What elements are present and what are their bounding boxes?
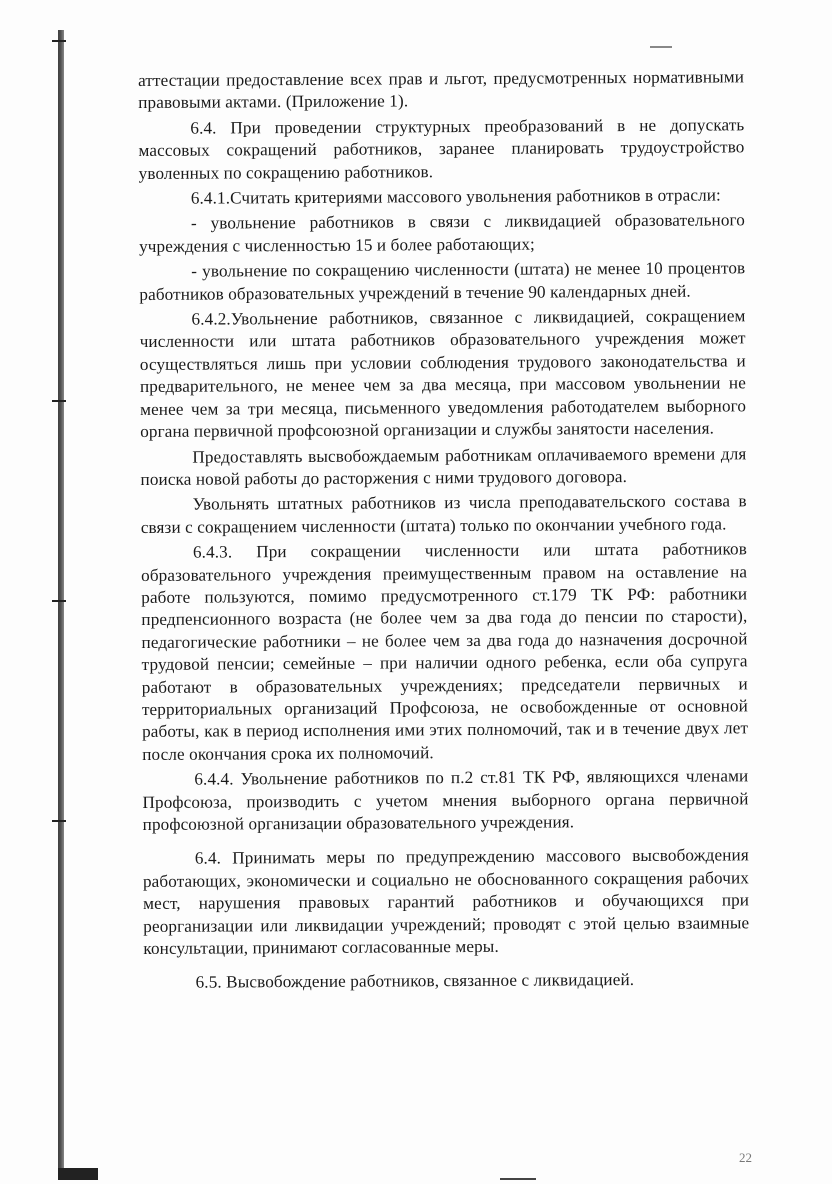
- binding-mark: [52, 40, 66, 42]
- binding-mark: [52, 820, 66, 822]
- paragraph-6-4-measures: 6.4. Принимать меры по предупреждению массового высвобождения работающих, экономически и социально не обоснованного сокращения рабочих мест, нарушения правовых гарантий работников и обучающихся при реорганизации или ликвидации учреждений; проводят с этой целью взаимные консультации, принимают согласованные меры.: [142, 845, 750, 959]
- paragraph-6-4-1: 6.4.1.Считать критериями массового увольнения работников в отрасли:: [190, 185, 721, 208]
- document-body: [138, 66, 750, 998]
- binding-mark: [52, 400, 66, 402]
- binding-foot: [58, 1168, 98, 1180]
- page-number: 22: [739, 1150, 752, 1165]
- scan-artifact: [500, 1178, 536, 1180]
- paragraph-paid-time: Предоставлять высвобождаемым работникам оплачиваемого времени для поиска новой работы до расторжения с ними трудового договора.: [140, 443, 747, 489]
- binding-mark: [52, 600, 66, 602]
- paragraph-6-4-2: 6.4.2.Увольнение работников, связанное с ликвидацией, сокращением численности или штата работников образовательного учреждения может осуществляться лишь при условии соблюдения трудового законодательства и предварительного, не менее чем за два месяца, при массовом увольнении не менее чем за три месяца, письменного уведомления работодателем выборного органа первичной профсоюзной организации и службы занятости населения.: [139, 306, 747, 442]
- list-item-liquidation: - увольнение работников в связи с ликвидацией образовательного учреждения с численностью 15 и более работающих;: [139, 210, 745, 256]
- list-item-reduction: - увольнение по сокращению численности (штата) не менее 10 процентов работников образовательных учреждений в течение 90 календарных дней.: [139, 258, 746, 304]
- paragraph-teaching-staff: Увольнять штатных работников из числа преподавательского состава в связи с сокращением численности (штата) только по окончании учебного года.: [140, 491, 747, 537]
- paragraph-6-4-3: 6.4.3. При сокращении численности или штата работников образовательного учреждения преимущественным правом на оставление на работе пользуются, помимо предусмотренного ст.179 ТК РФ: работники предпенсионного возраста (не более чем за два года до пенсии по старости), педагогические работники – не более чем за два года до назначения досрочной трудовой пенсии; семейные – при наличии одного ребенка, если оба супруга работают в образовательных учреждениях; председатели первичных и территориальных организаций Профсоюза, не освобожденные от основной работы, как в период исполнения ими этих полномочий, так и в течение двух лет после окончания срока их полномочий.: [141, 539, 749, 764]
- paragraph-6-4: 6.4. При проведении структурных преобразований в не допускать массовых сокращений работников, заранее планировать трудоустройство уволенных по сокращению работников.: [138, 115, 745, 183]
- binding-edge: [58, 30, 64, 1180]
- paragraph-6-4-4: 6.4.4. Увольнение работников по п.2 ст.81 ТК РФ, являющихся членами Профсоюза, производить с учетом мнения выборного органа первичной профсоюзной организации образовательного учреждения.: [142, 766, 749, 834]
- paragraph-6-5: 6.5. Высвобождение работников, связанное с ликвидацией.: [195, 970, 635, 993]
- scan-artifact: [650, 46, 672, 48]
- paragraph-attestation: аттестации предоставление всех прав и льгот, предусмотренных нормативными правовыми актами. (Приложение 1).: [138, 67, 745, 113]
